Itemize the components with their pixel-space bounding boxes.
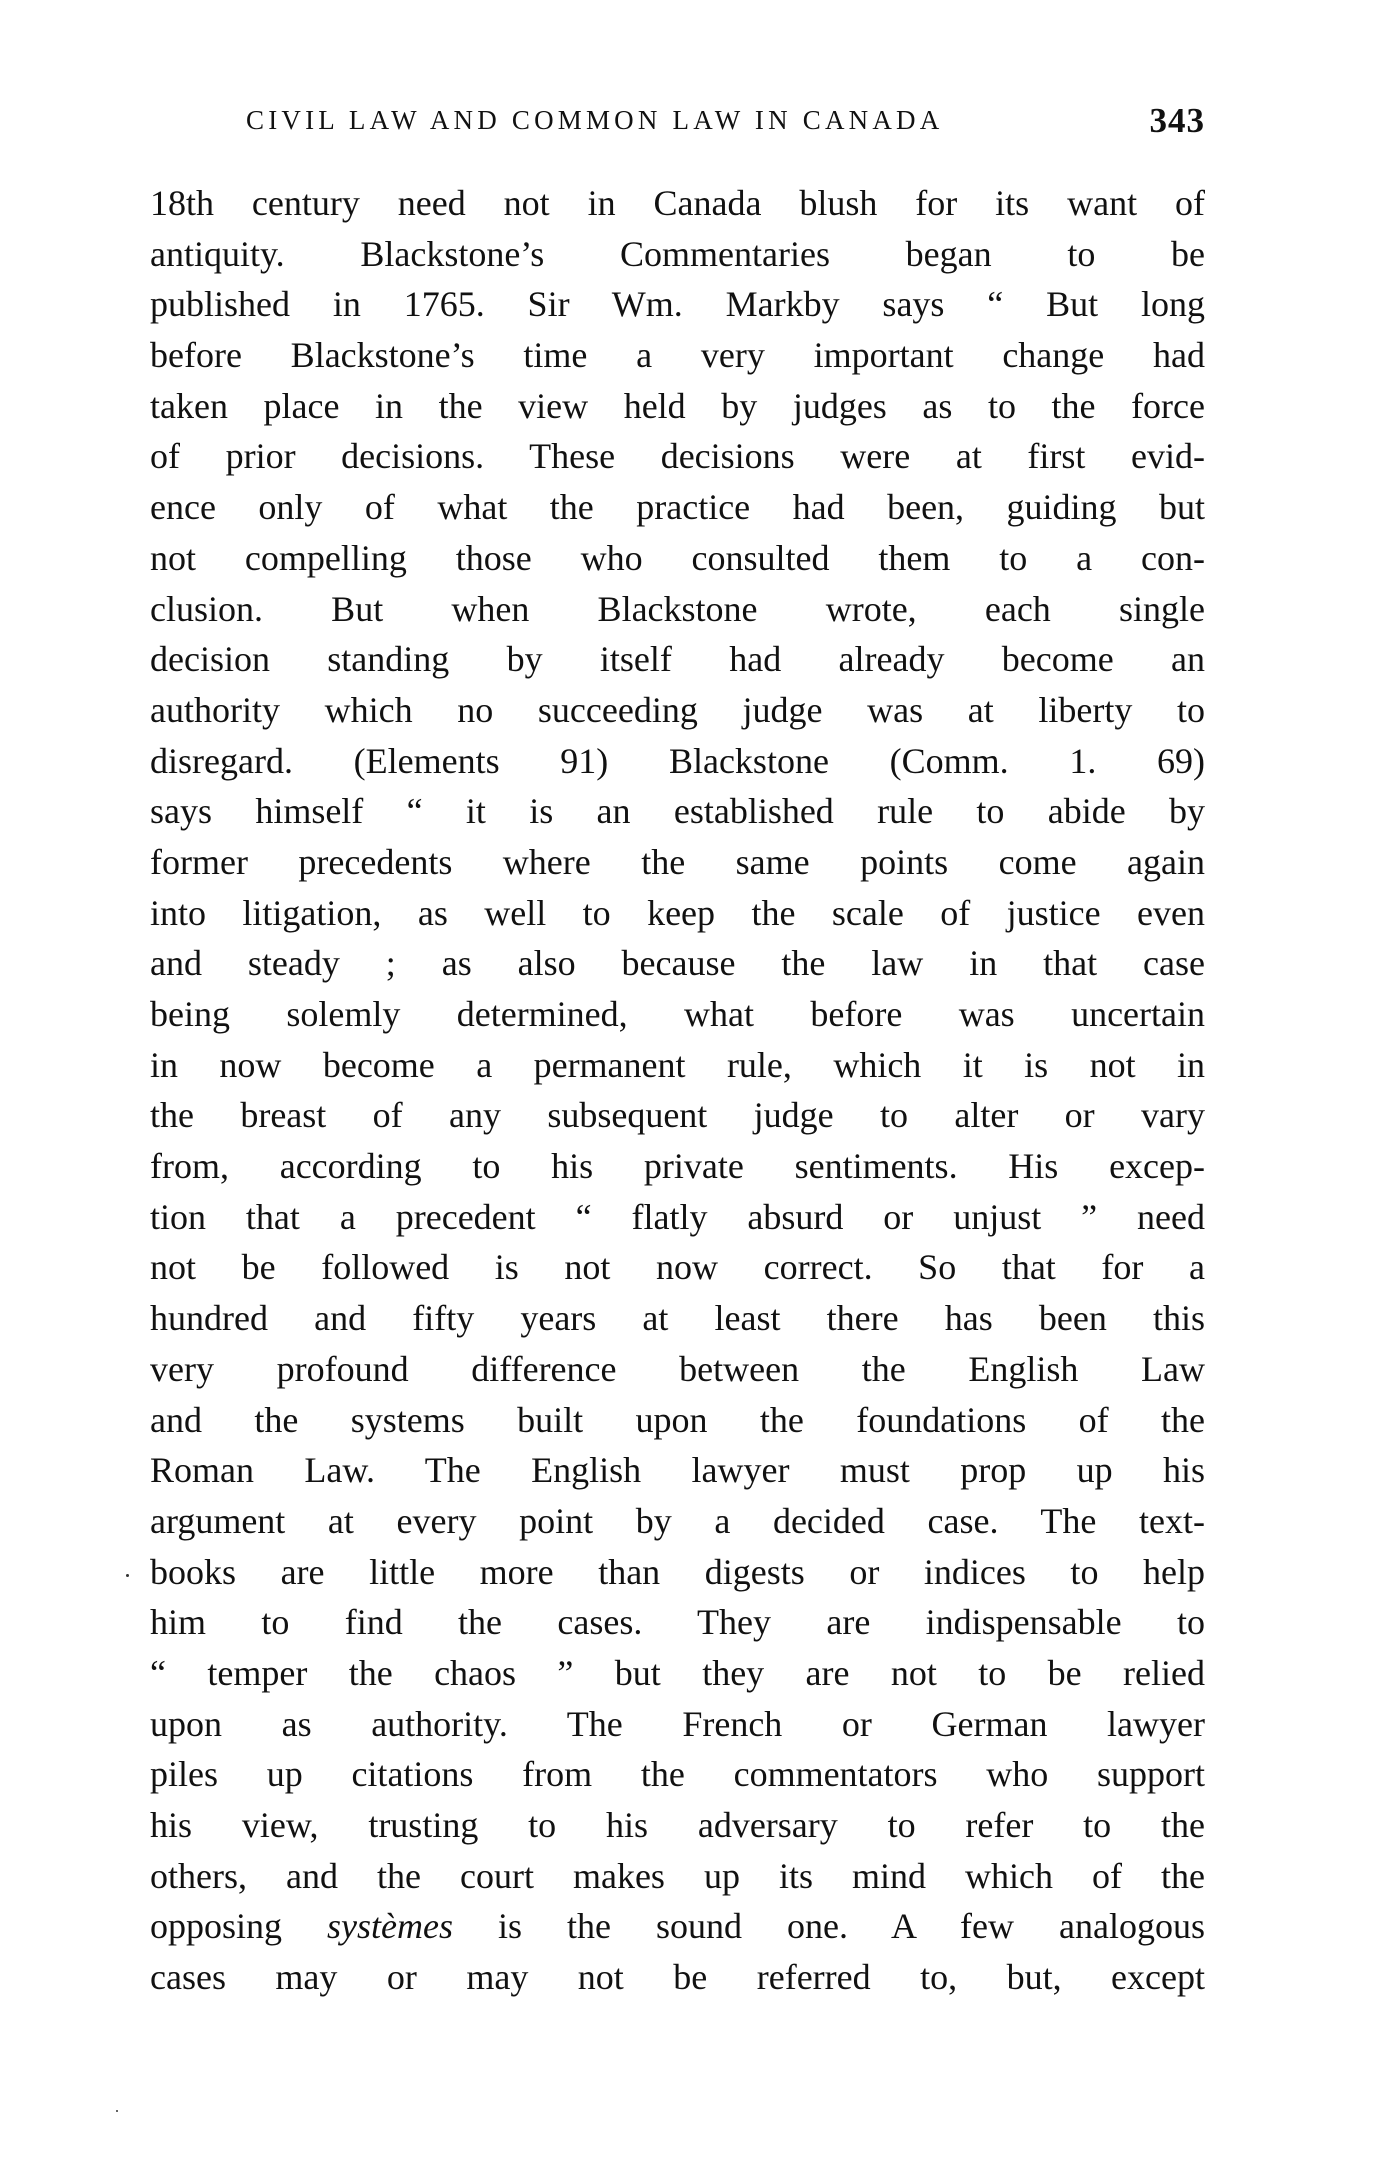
text-line: decision standing by itself had already become an [150,639,1205,680]
text-fragment: opposing [150,1906,328,1947]
text-line: says himself “ it is an established rule to abide by [150,791,1205,832]
text-line: being solemly determined, what before was uncertain [150,994,1205,1034]
text-line: antiquity. Blackstone’s Commentaries began to be [150,233,1205,274]
text-line: of prior decisions. These decisions were at first evid- [150,436,1205,477]
scan-speck [116,2110,118,2112]
text-line: from, according to his private sentiments. His excep- [150,1146,1205,1187]
text-line: Roman Law. The English lawyer must prop up his [150,1450,1205,1491]
scan-speck [126,1574,129,1577]
text-line: former precedents where the same points come again [150,841,1205,882]
text-line: taken place in the view held by judges as to the force [150,385,1205,426]
text-line: “ temper the chaos ” but they are not to be relied [150,1652,1205,1693]
text-line: authority which no succeeding judge was at liberty to [150,689,1205,730]
text-line: into litigation, as well to keep the scale of justice even [150,892,1205,933]
body-text [150,178,1205,2003]
text-line: his view, trusting to his adversary to refer to the [150,1805,1205,1845]
text-line: cases may or may not be referred to, but, except [150,1957,1205,1998]
text-fragment: is the sound one. A few analogous [453,1906,1205,1947]
page-number: 343 [1149,101,1205,140]
text-line: tion that a precedent “ flatly absurd or unjust ” need [150,1196,1205,1237]
text-line: the breast of any subsequent judge to alter or vary [150,1095,1205,1136]
text-line: and the systems built upon the foundations of the [150,1399,1205,1440]
text-line: clusion. But when Blackstone wrote, each single [150,588,1205,629]
text-line: books are little more than digests or indices to help [150,1551,1205,1592]
running-title: CIVIL LAW AND COMMON LAW IN CANADA [246,105,944,135]
text-line: 18th century need not in Canada blush for its want of [150,183,1205,223]
text-line: and steady ; as also because the law in that case [150,943,1205,984]
text-line: argument at every point by a decided case. The text- [150,1500,1205,1541]
text-line: published in 1765. Sir Wm. Markby says “ But long [150,284,1205,325]
text-line: in now become a permanent rule, which it is not in [150,1044,1205,1085]
running-head [150,101,1205,141]
text-line: before Blackstone’s time a very important change had [150,335,1205,376]
text-line: not be followed is not now correct. So that for a [150,1247,1205,1288]
text-line: upon as authority. The French or German lawyer [150,1703,1205,1744]
text-line: hundred and fifty years at least there has been this [150,1298,1205,1339]
text-line: very profound difference between the English Law [150,1348,1205,1389]
text-line: ence only of what the practice had been, guiding but [150,487,1205,528]
italic-word: systèmes [327,1906,453,1947]
text-line: him to find the cases. They are indispensable to [150,1602,1205,1643]
text-line-with-italic [150,1901,1205,1952]
text-line: piles up citations from the commentators who support [150,1754,1205,1795]
text-line: others, and the court makes up its mind which of the [150,1855,1205,1896]
text-line: not compelling those who consulted them to a con- [150,537,1205,578]
text-line: disregard. (Elements 91) Blackstone (Comm. 1. 69) [150,740,1205,781]
